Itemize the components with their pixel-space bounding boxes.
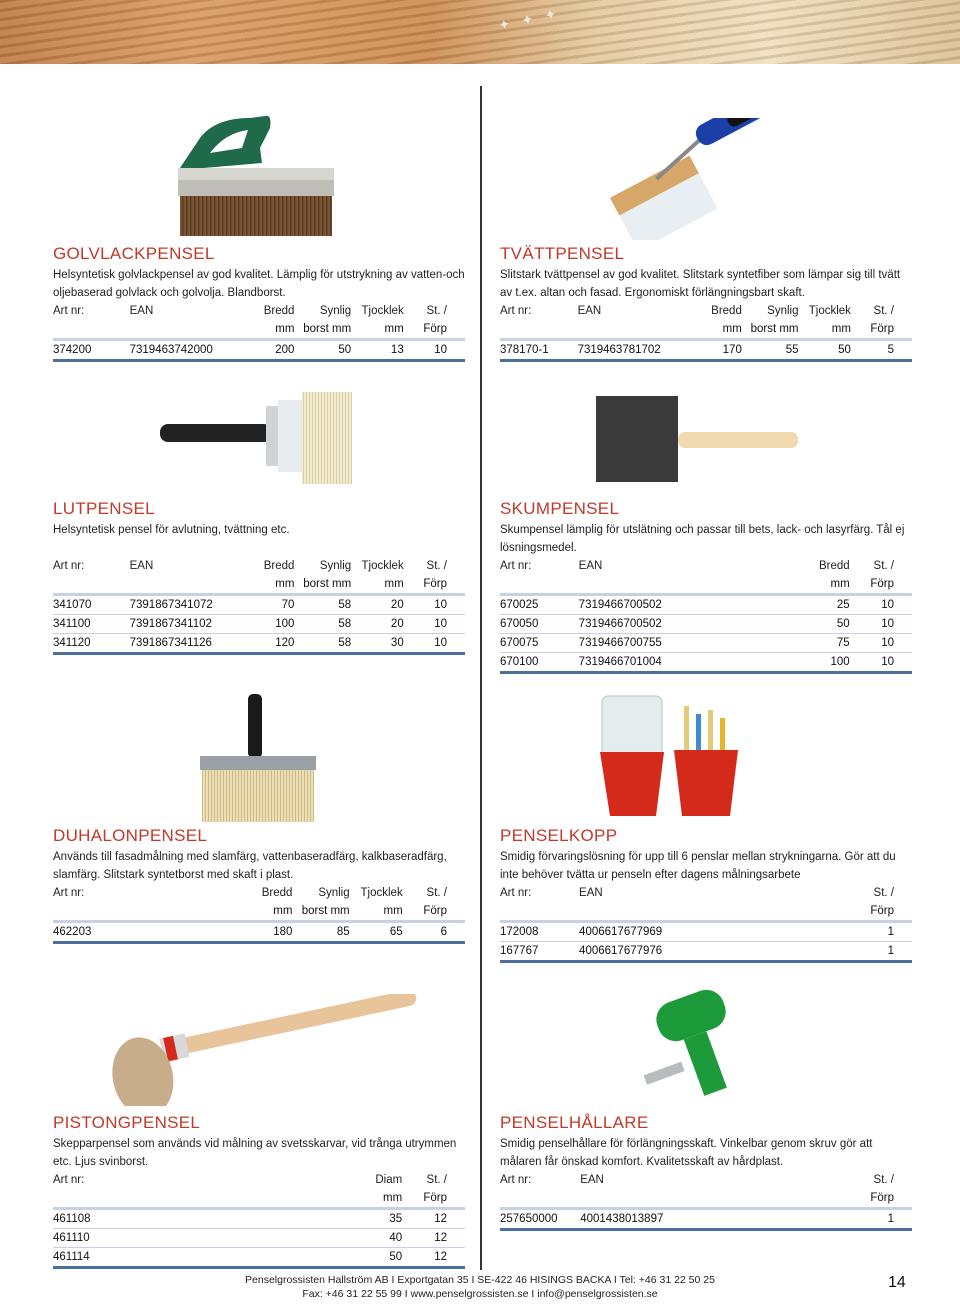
col-header-ean: EAN <box>129 305 154 317</box>
col-header-ean: EAN <box>580 1174 604 1186</box>
empty-cell <box>694 557 744 575</box>
table-row <box>500 942 912 962</box>
cell-ean: 7319466700755 <box>579 634 694 653</box>
footer-contact: Fax: +46 31 22 55 99 I www.penselgrossisten.se I info@penselgrossisten.se <box>302 1288 658 1300</box>
unit-cell: mm <box>351 575 404 595</box>
empty-cell <box>133 1229 244 1248</box>
cell-art: 461114 <box>53 1248 133 1268</box>
cell-ean: 7319466700502 <box>579 615 694 634</box>
table-row <box>500 653 912 673</box>
col-header-pack: St. / <box>426 305 447 317</box>
unit-cell <box>500 902 579 922</box>
table-row <box>53 1248 465 1268</box>
cell-thickness: 30 <box>351 634 404 654</box>
unit-cell <box>132 902 241 922</box>
cell-art: 172008 <box>500 922 579 942</box>
cell-art: 374200 <box>53 340 130 361</box>
col-header-art: Art nr: <box>500 1174 532 1186</box>
duhalonpensel-photo <box>196 690 320 826</box>
cell-ean: 7319463742000 <box>130 340 244 361</box>
table-row <box>500 595 912 615</box>
table-row <box>53 634 465 654</box>
unit-cell: mm <box>799 320 851 340</box>
cell-thickness: 65 <box>350 922 403 943</box>
cell-width: 200 <box>243 340 294 361</box>
unit-cell: borst mm <box>292 902 349 922</box>
unit-cell <box>579 575 694 595</box>
table-row <box>53 340 465 361</box>
cell-pack: 12 <box>402 1229 465 1248</box>
cell-pack: 12 <box>402 1209 465 1229</box>
empty-cell <box>695 884 745 902</box>
empty-cell <box>694 634 744 653</box>
unit-cell <box>695 902 745 922</box>
col-header-art: Art nr: <box>53 560 85 572</box>
cell-art: 341100 <box>53 615 130 634</box>
cell-width: 25 <box>797 595 849 615</box>
unit-cell <box>694 575 744 595</box>
unit-cell: Förp <box>850 1189 912 1209</box>
empty-cell <box>799 942 849 962</box>
table-row <box>53 615 465 634</box>
section-golvlackpensel <box>53 244 465 362</box>
col-header-width: Bredd <box>711 305 742 317</box>
cell-pack: 10 <box>850 595 912 615</box>
unit-cell: borst mm <box>742 320 799 340</box>
product-title: PISTONGPENSEL <box>53 1113 201 1132</box>
empty-cell <box>694 615 744 634</box>
product-description: Helsyntetisk pensel för avlutning, tvättning etc. <box>53 524 290 536</box>
cell-ean: 7391867341102 <box>130 615 244 634</box>
wood-header-banner <box>0 0 960 64</box>
unit-cell: Förp <box>404 575 465 595</box>
cell-art: 167767 <box>500 942 579 962</box>
cell-art: 462203 <box>53 922 132 943</box>
cell-ean: 7319466701004 <box>579 653 694 673</box>
cell-art: 670075 <box>500 634 579 653</box>
empty-cell <box>745 942 799 962</box>
product-title: GOLVLACKPENSEL <box>53 244 215 263</box>
empty-cell <box>744 595 798 615</box>
unit-cell: borst mm <box>294 320 351 340</box>
cell-pack: 1 <box>849 922 912 942</box>
pistongpensel-photo <box>110 994 428 1106</box>
cell-thickness: 20 <box>351 615 404 634</box>
table-row <box>53 595 465 615</box>
col-header-pack: St. / <box>426 1174 447 1186</box>
table-row <box>500 340 912 361</box>
product-title: PENSELKOPP <box>500 826 618 845</box>
product-description: Helsyntetisk golvlackpensel av god kvalitet. Lämplig för utstrykning av vatten-och oljebaserad golvlack och golvolja. Blandborst. <box>53 269 465 299</box>
product-title: PENSELHÅLLARE <box>500 1113 649 1132</box>
col-header-art: Art nr: <box>500 305 532 317</box>
cell-diameter: 40 <box>350 1229 402 1248</box>
empty-cell <box>744 653 798 673</box>
cell-visible: 85 <box>292 922 349 943</box>
product-description: Smidig penselhållare för förlängningsskaft. Vinkelbar genom skruv gör att målaren får önskad komfort. Kvalitetsskaft av hårdplast. <box>500 1138 873 1168</box>
skumpensel-photo <box>590 390 802 488</box>
empty-cell <box>799 884 849 902</box>
cell-ean: 7391867341126 <box>130 634 244 654</box>
empty-cell <box>133 1171 244 1189</box>
empty-cell <box>744 634 798 653</box>
cell-art: 257650000 <box>500 1209 580 1230</box>
golvlackpensel-photo <box>170 108 340 238</box>
banner-stamp-icon: ✦ ✦ ✦ <box>496 4 562 34</box>
col-header-thickness: Tjocklek <box>361 305 404 317</box>
empty-cell <box>695 942 745 962</box>
col-header-art: Art nr: <box>500 887 532 899</box>
empty-cell <box>133 1209 244 1229</box>
cell-ean: 7319466700502 <box>579 595 694 615</box>
column-divider <box>480 86 482 1270</box>
page-number: 14 <box>888 1274 906 1291</box>
unit-cell <box>130 320 244 340</box>
col-header-visible: Synlig <box>767 305 799 317</box>
unit-cell <box>744 575 798 595</box>
empty-cell <box>746 1209 800 1230</box>
col-header-width: Bredd <box>819 560 850 572</box>
section-tvattpensel <box>500 244 912 362</box>
page-footer <box>180 1273 780 1301</box>
cell-thickness: 13 <box>351 340 404 361</box>
empty-cell <box>295 1229 350 1248</box>
unit-cell: mm <box>691 320 742 340</box>
col-header-art: Art nr: <box>53 305 85 317</box>
col-header-visible: Synlig <box>318 887 350 899</box>
table-row <box>53 922 465 943</box>
col-header-ean: EAN <box>577 305 602 317</box>
unit-cell <box>295 1189 350 1209</box>
cell-visible: 55 <box>742 340 799 361</box>
unit-cell: Förp <box>404 320 465 340</box>
empty-cell <box>132 884 241 902</box>
cell-width: 170 <box>691 340 742 361</box>
unit-cell <box>696 1189 746 1209</box>
unit-cell <box>244 1189 295 1209</box>
section-penselkopp <box>500 826 912 963</box>
col-header-visible: Synlig <box>319 305 352 317</box>
empty-cell <box>744 615 798 634</box>
unit-cell: Förp <box>403 902 465 922</box>
cell-art: 378170-1 <box>500 340 578 361</box>
empty-cell <box>746 1171 800 1189</box>
cell-pack: 10 <box>404 634 465 654</box>
section-penselhallare <box>500 1113 912 1231</box>
product-title: DUHALONPENSEL <box>53 826 208 845</box>
cell-width: 50 <box>797 615 849 634</box>
section-pistongpensel <box>53 1113 465 1269</box>
unit-cell <box>53 902 132 922</box>
cell-thickness: 20 <box>351 595 404 615</box>
unit-cell: Förp <box>402 1189 465 1209</box>
col-header-pack: St. / <box>426 887 447 899</box>
section-duhalonpensel <box>53 826 465 944</box>
col-header-pack: St. / <box>873 1174 894 1186</box>
unit-cell <box>799 902 849 922</box>
unit-cell <box>133 1189 244 1209</box>
cell-visible: 58 <box>294 615 351 634</box>
unit-cell: mm <box>350 902 403 922</box>
empty-cell <box>799 922 849 942</box>
table-row <box>53 1229 465 1248</box>
empty-cell <box>745 922 799 942</box>
col-header-pack: St. / <box>873 560 894 572</box>
spec-table <box>500 302 912 362</box>
table-row <box>500 615 912 634</box>
cell-pack: 6 <box>403 922 465 943</box>
empty-cell <box>295 1209 350 1229</box>
unit-cell <box>53 1189 133 1209</box>
col-header-width: Bredd <box>263 305 295 317</box>
product-title: TVÄTTPENSEL <box>500 244 625 263</box>
col-header-pack: St. / <box>873 305 894 317</box>
footer-address: Penselgrossisten Hallström AB I Exportgatan 35 I SE-422 46 HISINGS BACKA I Tel: +46 31 22 50 25 <box>245 1274 715 1286</box>
cell-width: 180 <box>240 922 292 943</box>
empty-cell <box>295 1171 350 1189</box>
unit-cell: mm <box>797 575 849 595</box>
unit-cell: borst mm <box>294 575 351 595</box>
cell-visible: 58 <box>294 634 351 654</box>
cell-width: 100 <box>243 615 294 634</box>
cell-pack: 10 <box>404 615 465 634</box>
unit-cell <box>53 320 130 340</box>
cell-ean: 4006617677976 <box>579 942 695 962</box>
col-header-pack: St. / <box>426 560 447 572</box>
col-header-art: Art nr: <box>53 1174 85 1186</box>
cell-diameter: 50 <box>350 1248 402 1268</box>
spec-table <box>500 884 912 963</box>
table-row <box>500 1209 912 1230</box>
product-description: Smidig förvaringslösning för upp till 6 penslar mellan strykningarna. Gör att du inte behöver tvätta ur penseln efter dagens målningsarbete <box>500 851 896 881</box>
col-header-ean: EAN <box>578 560 603 572</box>
unit-cell <box>500 575 579 595</box>
unit-cell <box>800 1189 850 1209</box>
empty-cell <box>244 1209 295 1229</box>
cell-ean: 4001438013897 <box>580 1209 695 1230</box>
unit-cell <box>580 1189 695 1209</box>
unit-cell <box>746 1189 800 1209</box>
cell-width: 100 <box>797 653 849 673</box>
empty-cell <box>132 922 241 943</box>
cell-visible: 58 <box>294 595 351 615</box>
cell-art: 341070 <box>53 595 130 615</box>
col-header-thickness: Tjocklek <box>361 560 404 572</box>
product-title: LUTPENSEL <box>53 499 155 518</box>
table-row <box>53 1209 465 1229</box>
unit-cell: mm <box>240 902 292 922</box>
cell-art: 341120 <box>53 634 130 654</box>
cell-width: 75 <box>797 634 849 653</box>
spec-table <box>53 557 465 655</box>
col-header-art: Art nr: <box>53 887 85 899</box>
cell-ean: 7319463781702 <box>578 340 691 361</box>
empty-cell <box>694 595 744 615</box>
col-header-ean: EAN <box>129 560 154 572</box>
empty-cell <box>244 1229 295 1248</box>
section-skumpensel <box>500 499 912 674</box>
col-header-thickness: Tjocklek <box>808 305 851 317</box>
cell-art: 461108 <box>53 1209 133 1229</box>
empty-cell <box>295 1248 350 1268</box>
cell-width: 120 <box>243 634 294 654</box>
spec-table <box>53 884 465 944</box>
product-description: Slitstark tvättpensel av god kvalitet. Slitstark syntetfiber som lämpar sig till tvätt av t.ex. altan och fasad. Ergonomiskt förlängningsbart skaft. <box>500 269 901 299</box>
unit-cell <box>130 575 244 595</box>
cell-diameter: 35 <box>350 1209 402 1229</box>
product-description: Används till fasadmålning med slamfärg, vattenbaseradfärg, kalkbaseradfärg, slamfärg. Slitstark syntetborst med skaft i plast. <box>53 851 447 881</box>
col-header-ean: EAN <box>579 887 603 899</box>
cell-art: 670050 <box>500 615 579 634</box>
section-lutpensel <box>53 499 465 655</box>
cell-art: 670025 <box>500 595 579 615</box>
spec-table <box>53 302 465 362</box>
cell-pack: 10 <box>404 340 465 361</box>
col-header-width: Bredd <box>263 560 295 572</box>
cell-visible: 50 <box>294 340 351 361</box>
cell-width: 70 <box>243 595 294 615</box>
col-header-visible: Synlig <box>319 560 352 572</box>
product-description: Skepparpensel som används vid målning av svetsskarvar, vid trånga utrymmen etc. Ljus svinborst. <box>53 1138 457 1168</box>
unit-cell <box>578 320 691 340</box>
empty-cell <box>696 1209 746 1230</box>
col-header-art: Art nr: <box>500 560 532 572</box>
cell-ean: 4006617677969 <box>579 922 695 942</box>
unit-cell <box>53 575 130 595</box>
unit-cell <box>500 320 578 340</box>
lutpensel-photo <box>156 386 356 490</box>
cell-pack: 12 <box>402 1248 465 1268</box>
cell-pack: 10 <box>850 634 912 653</box>
unit-cell <box>500 1189 580 1209</box>
empty-cell <box>745 884 799 902</box>
cell-thickness: 50 <box>799 340 851 361</box>
spec-table <box>500 557 912 674</box>
unit-cell: mm <box>350 1189 402 1209</box>
cell-pack: 5 <box>851 340 912 361</box>
unit-cell: Förp <box>851 320 912 340</box>
unit-cell <box>745 902 799 922</box>
unit-cell: mm <box>351 320 404 340</box>
cell-pack: 10 <box>850 615 912 634</box>
product-description: Skumpensel lämplig för utslätning och passar till bets, lack- och lasyrfärg. Tål ej lösningsmedel. <box>500 524 905 554</box>
table-row <box>500 922 912 942</box>
unit-cell: Förp <box>850 575 912 595</box>
spec-table <box>500 1171 912 1231</box>
cell-ean: 7391867341072 <box>130 595 244 615</box>
empty-cell <box>244 1248 295 1268</box>
table-row <box>500 634 912 653</box>
cell-art: 670100 <box>500 653 579 673</box>
empty-cell <box>800 1171 850 1189</box>
penselhallare-photo <box>626 982 776 1112</box>
col-header-diameter: Diam <box>375 1174 403 1186</box>
spec-table <box>53 1171 465 1269</box>
unit-cell: Förp <box>849 902 912 922</box>
empty-cell <box>696 1171 746 1189</box>
empty-cell <box>800 1209 850 1230</box>
empty-cell <box>695 922 745 942</box>
empty-cell <box>694 653 744 673</box>
unit-cell: mm <box>243 575 294 595</box>
col-header-pack: St. / <box>873 887 894 899</box>
cell-art: 461110 <box>53 1229 133 1248</box>
cell-pack: 10 <box>850 653 912 673</box>
cell-pack: 1 <box>849 942 912 962</box>
empty-cell <box>133 1248 244 1268</box>
product-title: SKUMPENSEL <box>500 499 620 518</box>
tvattpensel-photo <box>600 118 800 240</box>
unit-cell: mm <box>243 320 294 340</box>
unit-cell <box>579 902 695 922</box>
penselkopp-photo <box>596 690 746 822</box>
empty-cell <box>244 1171 295 1189</box>
col-header-width: Bredd <box>261 887 293 899</box>
empty-cell <box>744 557 798 575</box>
cell-pack: 1 <box>850 1209 912 1230</box>
cell-pack: 10 <box>404 595 465 615</box>
col-header-thickness: Tjocklek <box>360 887 403 899</box>
